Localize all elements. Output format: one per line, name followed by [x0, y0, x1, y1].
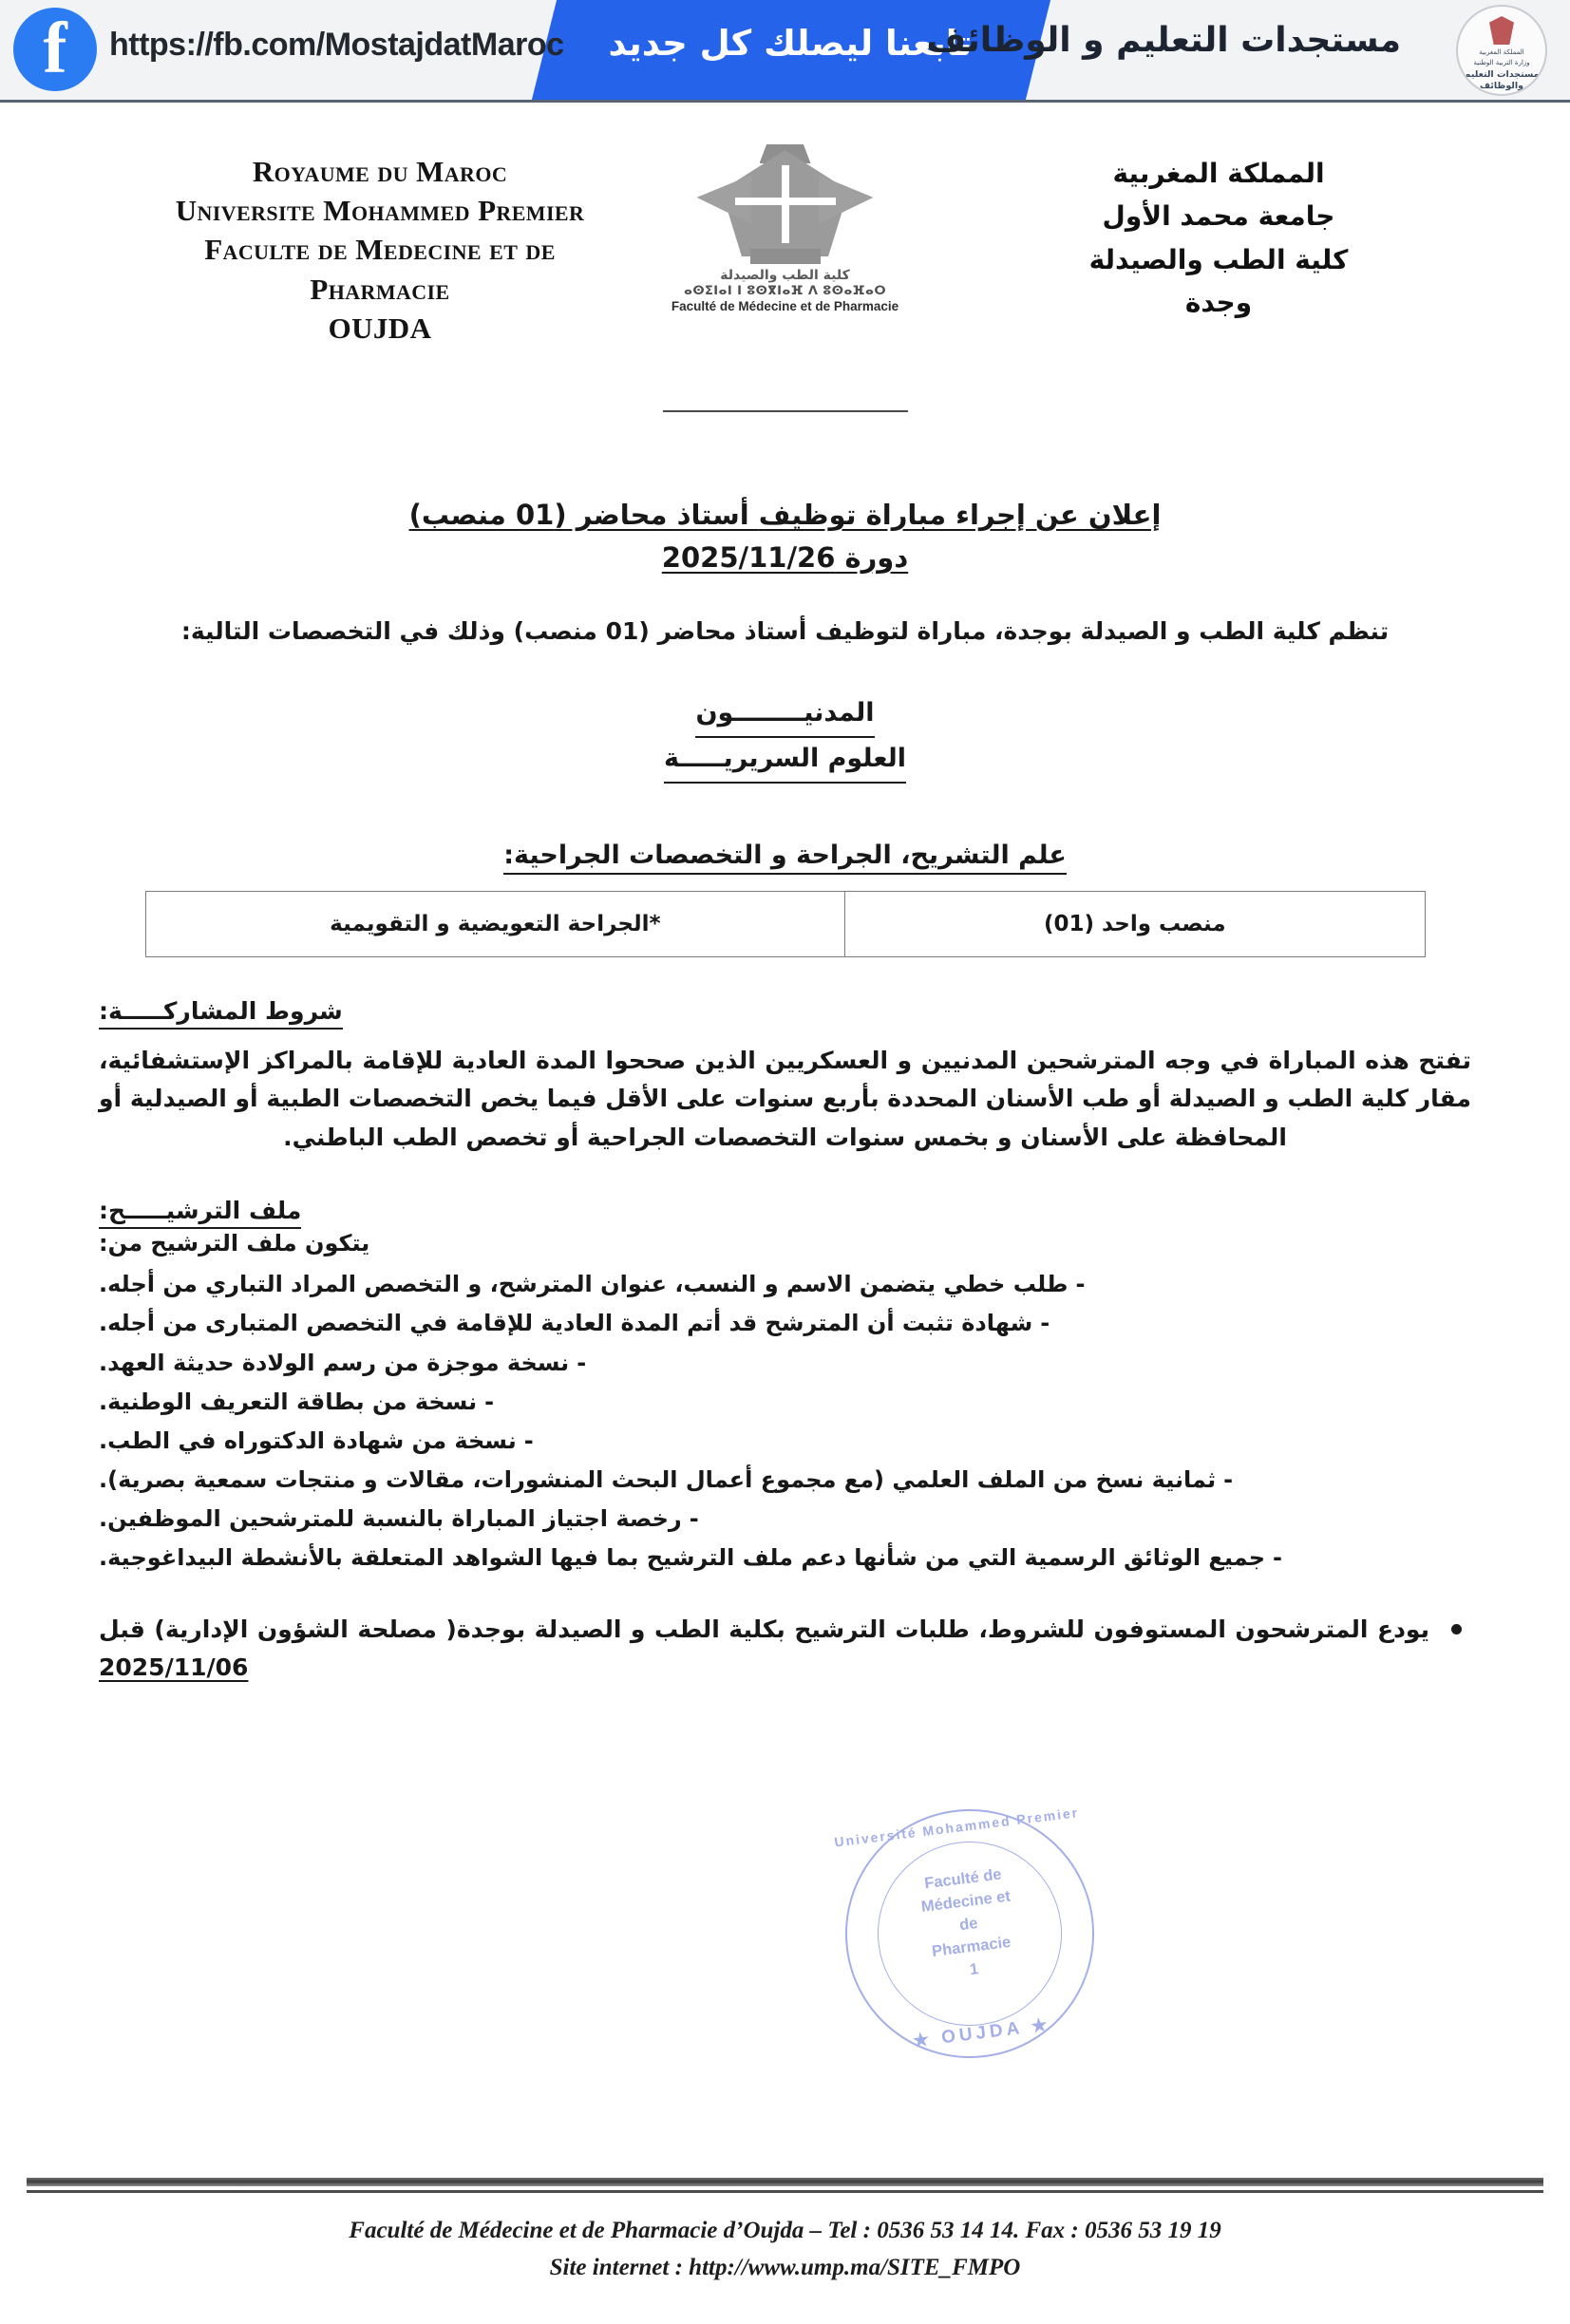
footer-contact-line: Faculté de Médecine et de Pharmacie d’Oujda – Tel : 0536 53 14 14. Fax : 0536 53 19 19: [349, 2218, 1221, 2243]
category-civil: المدنيــــــــون: [695, 692, 874, 738]
submission-note-text: يودع المترشحون المستوفون للشروط، طلبات الترشيح بكلية الطب و الصيدلة بوجدة( مصلحة الشؤون الإدارية) قبل: [99, 1615, 1429, 1644]
item-dash: -: [1040, 1310, 1050, 1337]
submission-deadline-date: 2025/11/06: [99, 1653, 249, 1682]
seal-line-2: وزارة التربية الوطنية: [1473, 59, 1530, 66]
footer: [0, 2213, 1570, 2287]
file-heading: [99, 1197, 1471, 1224]
stamp-core-line-4: Pharmacie: [931, 1933, 1012, 1960]
specialty-table: [145, 891, 1426, 957]
seal-line-4: والوظائف: [1479, 81, 1524, 91]
item-text: رخصة اجتياز المباراة بالنسبة للمترشحين الموظفين.: [99, 1505, 682, 1532]
list-item: [99, 1345, 1471, 1382]
faculty-emblem-icon: [697, 142, 874, 264]
title-session-date: دورة 2025/11/26: [661, 540, 909, 574]
emblem-base: [750, 249, 821, 264]
file-heading-text: ملف الترشيـــــح:: [99, 1197, 301, 1229]
category-block: [99, 692, 1471, 783]
item-text: نسخة من بطاقة التعريف الوطنية.: [99, 1388, 478, 1415]
conditions-paragraph: تفتح هذه المباراة في وجه المترشحين المدنيين و العسكريين الذين صححوا المدة العادية للإقامة بالمراكز الإستشفائية، مقار كلية الطب و الصيدلة أو طب الأسنان المحددة بأربع سنوات على الأقل فيما يخص التخصصات الطبية أو الصيدلية أو المحافظة على الأسنان و بخمس سنوات التخصصات الجراحية أو تخصص الطب الباطني.: [99, 1046, 1471, 1151]
letterhead-divider: [663, 410, 908, 412]
stamp-arc-top: Université Mohammed Premier: [833, 1804, 1080, 1850]
category-clinical-row: [99, 738, 1471, 784]
emblem-bar-horizontal: [735, 198, 836, 205]
banner-site-title: مستجدات التعليم و الوظائف: [926, 21, 1401, 60]
list-item: [99, 1266, 1471, 1303]
category-civil-row: [99, 692, 1471, 738]
stamp-outer-ring: [831, 1795, 1108, 2072]
seal-line-1: المملكة المغربية: [1479, 48, 1524, 56]
table-cell-posts: منصب واحد (01): [845, 891, 1425, 956]
letterhead-ar-line-1: المملكة المغربية: [1112, 158, 1325, 189]
promo-banner: [0, 0, 1570, 103]
letterhead-fr-line-4: Pharmacie: [310, 272, 450, 306]
title-part-c: أستاذ محاضر (01 منصب): [408, 499, 759, 531]
footer-website-line: Site internet : http://www.ump.ma/SITE_FMPO: [549, 2254, 1021, 2280]
table-cell-specialty: *الجراحة التعويضية و التقويمية: [145, 891, 845, 956]
item-dash: -: [689, 1505, 699, 1532]
official-stamp: [831, 1795, 1108, 2072]
item-text: طلب خطي يتضمن الاسم و النسب، عنوان المترشح، و التخصص المراد التباري من أجله.: [99, 1271, 1069, 1298]
conditions-heading: [99, 997, 1471, 1025]
facebook-glyph: f: [43, 8, 67, 88]
item-dash: -: [1273, 1544, 1282, 1572]
conditions-heading-text: شروط المشاركـــــة:: [99, 997, 343, 1030]
list-item: [99, 1462, 1471, 1499]
letterhead-ar-line-2: جامعة محمد الأول: [1102, 200, 1335, 233]
stamp-core-line-1: Faculté de: [923, 1865, 1003, 1893]
list-item: [99, 1384, 1471, 1421]
item-text: شهادة تثبت أن المترشح قد أتم المدة العادية للإقامة في التخصص المتبارى من أجله.: [99, 1310, 1033, 1337]
letterhead-french: [95, 152, 665, 348]
list-item: [99, 1501, 1471, 1538]
letterhead: [0, 142, 1570, 380]
title-line-1: [99, 494, 1471, 537]
item-dash: -: [577, 1349, 587, 1376]
letterhead-fr-line-3: Faculte de Medecine et de: [204, 233, 556, 267]
item-text: نسخة موجزة من رسم الولادة حديثة العهد.: [99, 1349, 570, 1376]
banner-seal-logo: [1456, 5, 1547, 96]
letterhead-ar-line-3: كلية الطب والصيدلة: [1088, 243, 1349, 275]
stamp-core-text: [839, 1854, 1100, 1997]
item-dash: -: [1223, 1465, 1234, 1493]
bullet-dot-icon: [1451, 1624, 1462, 1634]
stamp-core-line-5: 1: [968, 1959, 980, 1978]
list-item: [99, 1305, 1471, 1342]
category-clinical: العلوم السريريـــــة: [664, 738, 906, 784]
list-item: [99, 1423, 1471, 1460]
intro-paragraph: تنظم كلية الطب و الصيدلة بوجدة، مباراة لتوظيف أستاذ محاضر (01 منصب) وذلك في التخصصات التالية:: [180, 616, 1390, 645]
title-line-2: [99, 537, 1471, 579]
footer-divider-thick: [27, 2178, 1543, 2186]
letterhead-fr-line-5: OUJDA: [328, 311, 432, 345]
letterhead-arabic: [991, 152, 1447, 324]
document-body: [99, 494, 1471, 1687]
item-text: ثمانية نسخ من الملف العلمي (مع مجموع أعمال البحث المنشورات، مقالات و منتجات سمعية بصرية).: [99, 1465, 1217, 1493]
letterhead-ar-line-4: وجدة: [1184, 287, 1253, 319]
specialty-group-title-text: علم التشريح، الجراحة و التخصصات الجراحية:: [503, 841, 1067, 875]
footer-divider-thin: [27, 2190, 1543, 2193]
logo-caption-french: Faculté de Médecine et de Pharmacie: [671, 299, 899, 314]
item-dash: -: [523, 1427, 534, 1454]
file-items-list: [99, 1266, 1471, 1577]
table-row: [145, 891, 1425, 956]
item-dash: -: [1075, 1271, 1086, 1298]
title-part-b: توظيف: [758, 499, 857, 531]
list-item: [99, 1540, 1471, 1577]
facebook-url[interactable]: https://fb.com/MostajdatMaroc: [109, 27, 564, 63]
facebook-icon[interactable]: [13, 8, 97, 91]
faculty-logo: [653, 142, 918, 315]
stamp-inner-ring: [867, 1831, 1072, 2036]
logo-caption-arabic: كلية الطب والصيدلة: [720, 268, 850, 283]
banner-slogan: تابعنا ليصلك كل جديد: [608, 23, 973, 64]
seal-line-3: مستجدات التعليم: [1464, 69, 1540, 80]
letterhead-fr-line-1: Royaume du Maroc: [252, 155, 508, 188]
stamp-core-line-3: de: [958, 1914, 979, 1935]
title-part-a: إعلان عن إجراء مباراة: [856, 499, 1162, 531]
stamp-core-line-2: Médecine et: [919, 1887, 1012, 1916]
item-text: جميع الوثائق الرسمية التي من شأنها دعم ملف الترشيح بما فيها الشواهد المتعلقة بالأنشطة البيداغوجية.: [99, 1544, 1266, 1572]
page-title: [99, 494, 1471, 579]
item-dash: -: [484, 1388, 495, 1415]
submission-note: [99, 1611, 1471, 1687]
logo-caption-tifinagh: ⴰⵙⵉⵏⴰⵏ ⵏ ⵓⵙⴳⵏⴰⴼ ⴷ ⵓⵙⴰⴼⴰⵔ: [684, 283, 886, 298]
crest-icon: [1489, 16, 1514, 45]
file-intro: يتكون ملف الترشيح من:: [99, 1230, 370, 1257]
item-text: نسخة من شهادة الدكتوراه في الطب.: [99, 1427, 517, 1454]
letterhead-fr-line-2: Universite Mohammed Premier: [175, 194, 585, 228]
stamp-arc-bottom: ★ OUJDA ★: [911, 2014, 1052, 2052]
specialty-group-title: [99, 841, 1471, 870]
